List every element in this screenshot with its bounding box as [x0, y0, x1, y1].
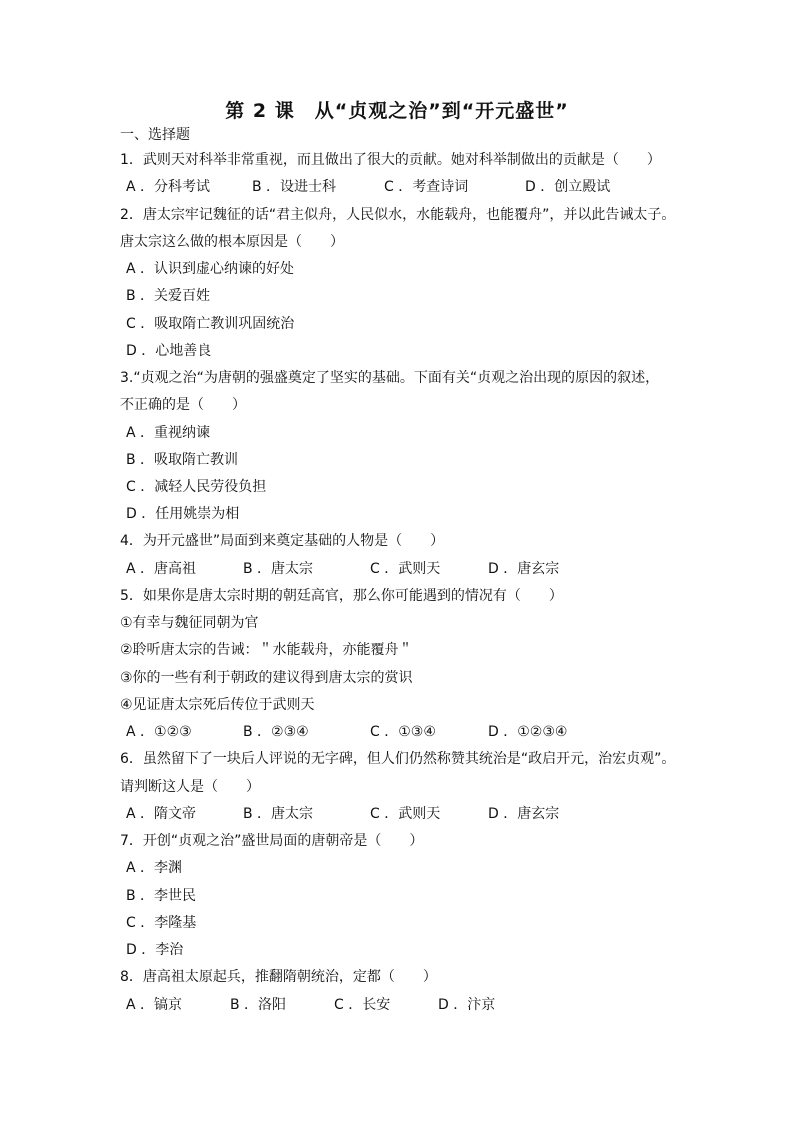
question-2-option-d[interactable]: D ．心地善良 — [126, 343, 212, 359]
question-1-option-c[interactable]: C ．考查诗词 — [384, 179, 469, 195]
question-6-stem-line-2: 请判断这人是（ ） — [120, 779, 260, 795]
question-5-option-b[interactable]: B ．②③④ — [243, 724, 309, 740]
page-title: 第 2 课 从“贞观之治”到“开元盛世” — [225, 100, 569, 122]
question-7-option-b[interactable]: B ．李世民 — [126, 888, 197, 904]
question-1-option-a[interactable]: A ．分科考试 — [126, 179, 211, 195]
question-3-option-b[interactable]: B ．吸取隋亡教训 — [126, 452, 239, 468]
question-6-option-b[interactable]: B ．唐太宗 — [243, 806, 314, 822]
question-2-stem-line-2: 唐太宗这么做的根本原因是（ ） — [120, 234, 344, 250]
question-4-option-b[interactable]: B ．唐太宗 — [243, 561, 314, 577]
question-6-stem-line-1: 6．虽然留下了一块后人评说的无字碑，但人们仍然称赞其统治是“政启开元，治宏贞观”。 — [120, 751, 676, 767]
question-8-option-c[interactable]: C ．长安 — [334, 997, 391, 1013]
question-6-option-c[interactable]: C ．武则天 — [370, 806, 441, 822]
question-5-stem: 5．如果你是唐太宗时期的朝廷高官，那么你可能遇到的情况有（ ） — [120, 588, 563, 604]
question-5-item-1: ①有幸与魏征同朝为官 — [120, 615, 259, 631]
question-7-option-a[interactable]: A ．李渊 — [126, 860, 183, 876]
question-3-stem-line-2: 不正确的是（ ） — [120, 397, 246, 413]
section-heading: 一、选择题 — [120, 127, 190, 143]
question-8-option-d[interactable]: D ．汴京 — [438, 997, 496, 1013]
question-8-option-a[interactable]: A ．镐京 — [126, 997, 183, 1013]
question-7-stem: 7．开创“贞观之治”盛世局面的唐朝帝是（ ） — [120, 833, 424, 849]
question-2-option-a[interactable]: A ．认识到虚心纳谏的好处 — [126, 261, 295, 277]
question-5-option-a[interactable]: A ．①②③ — [126, 724, 192, 740]
question-4-option-d[interactable]: D ．唐玄宗 — [488, 561, 560, 577]
question-8-stem: 8．唐高祖太原起兵，推翻隋朝统治，定都（ ） — [120, 969, 437, 985]
question-5-item-3: ③你的一些有利于朝政的建议得到唐太宗的赏识 — [120, 670, 413, 686]
question-2-stem-line-1: 2．唐太宗牢记魏征的话“君主似舟，人民似水，水能载舟，也能覆舟”，并以此告诫太子。 — [120, 207, 676, 223]
question-3-option-c[interactable]: C ．减轻人民劳役负担 — [126, 479, 267, 495]
question-3-option-d[interactable]: D ．任用姚崇为相 — [126, 506, 240, 522]
question-2-option-b[interactable]: B ．关爱百姓 — [126, 288, 211, 304]
question-5-item-2: ②聆听唐太宗的告诫：＂水能载舟，亦能覆舟＂ — [120, 642, 413, 658]
question-1-stem: 1．武则天对科举非常重视，而且做出了很大的贡献。她对科举制做出的贡献是（ ） — [120, 152, 661, 168]
question-6-option-a[interactable]: A ．隋文帝 — [126, 806, 197, 822]
question-1-option-d[interactable]: D ．创立殿试 — [525, 179, 611, 195]
question-4-option-c[interactable]: C ．武则天 — [370, 561, 441, 577]
question-5-item-4: ④见证唐太宗死后传位于武则天 — [120, 697, 315, 713]
question-5-option-c[interactable]: C ．①③④ — [370, 724, 436, 740]
question-3-option-a[interactable]: A ．重视纳谏 — [126, 425, 211, 441]
question-8-option-b[interactable]: B ．洛阳 — [230, 997, 287, 1013]
question-5-option-d[interactable]: D ．①②③④ — [488, 724, 568, 740]
question-7-option-c[interactable]: C ．李隆基 — [126, 915, 197, 931]
question-3-stem-line-1: 3.“贞观之治“为唐朝的强盛奠定了坚实的基础。下面有关“贞观之治出现的原因的叙述， — [120, 370, 660, 386]
question-7-option-d[interactable]: D ．李治 — [126, 942, 184, 958]
question-4-option-a[interactable]: A ．唐高祖 — [126, 561, 197, 577]
question-4-stem: 4．为开元盛世”局面到来奠定基础的人物是（ ） — [120, 533, 445, 549]
question-6-option-d[interactable]: D ．唐玄宗 — [488, 806, 560, 822]
question-1-option-b[interactable]: B ．设进士科 — [252, 179, 337, 195]
question-2-option-c[interactable]: C ．吸取隋亡教训巩固统治 — [126, 316, 295, 332]
